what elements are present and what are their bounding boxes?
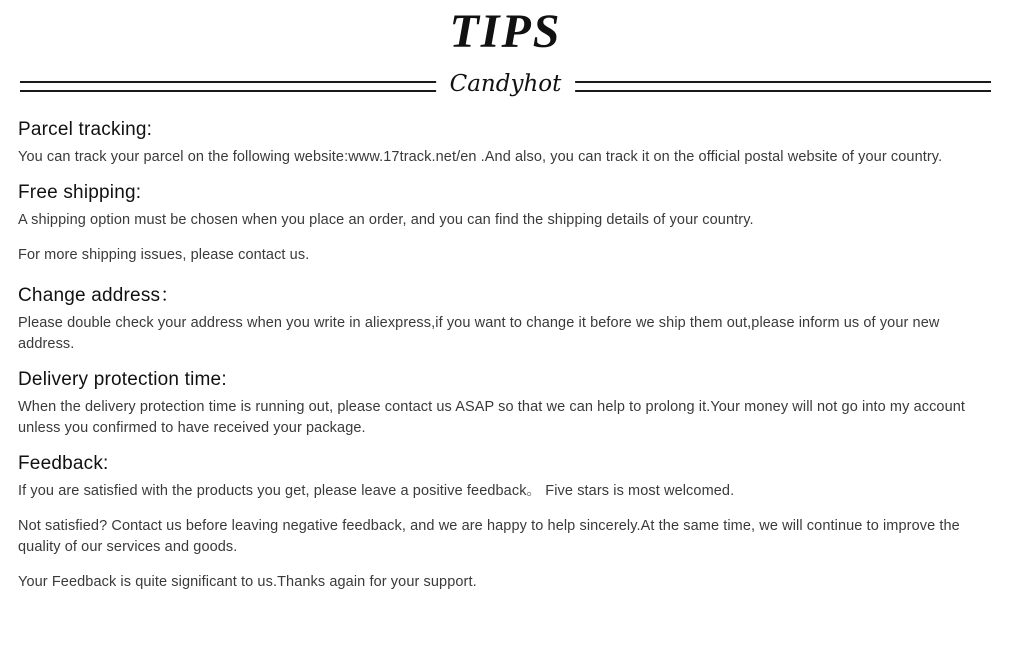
section-paragraph: Please double check your address when you write in aliexpress,if you want to change it before we ship them out,please inform us of your new address. — [18, 315, 940, 353]
section-change-address — [18, 280, 993, 355]
section-paragraph: Not satisfied? Contact us before leaving negative feedback, and we are happy to help sincerely.At the same time, we will continue to improve the quality of our services and goods. — [18, 518, 960, 556]
section-paragraph: When the delivery protection time is running out, please contact us ASAP so that we can help to prolong it.Your money will not go into my account unless you confirmed to have received your package. — [18, 399, 966, 437]
section-free-shipping — [18, 182, 993, 266]
section-delivery-protection-time — [18, 369, 993, 439]
decorative-divider — [0, 69, 1011, 109]
section-heading: Parcel tracking: — [18, 119, 153, 141]
section-feedback — [18, 453, 993, 593]
section-paragraph: If you are satisfied with the products you get, please leave a positive feedback。 Five stars is most welcomed. — [18, 483, 735, 500]
section-heading: Delivery protection time: — [18, 369, 227, 391]
section-paragraph: Your Feedback is quite significant to us.Thanks again for your support. — [18, 574, 477, 591]
section-paragraph: A shipping option must be chosen when you place an order, and you can find the shipping details of your country. — [18, 212, 754, 229]
section-paragraph: You can track your parcel on the following website:www.17track.net/en .And also, you can track it on the official postal website of your country. — [18, 149, 943, 166]
section-heading: Feedback: — [18, 453, 109, 475]
tips-content — [0, 119, 1011, 593]
page-title: TIPS — [449, 5, 562, 58]
section-parcel-tracking — [18, 119, 993, 168]
brand-name: Candyhot — [436, 69, 576, 99]
section-paragraph: For more shipping issues, please contact us. — [18, 247, 310, 264]
section-heading: Free shipping: — [18, 182, 142, 204]
section-heading: Change address： — [18, 285, 180, 307]
